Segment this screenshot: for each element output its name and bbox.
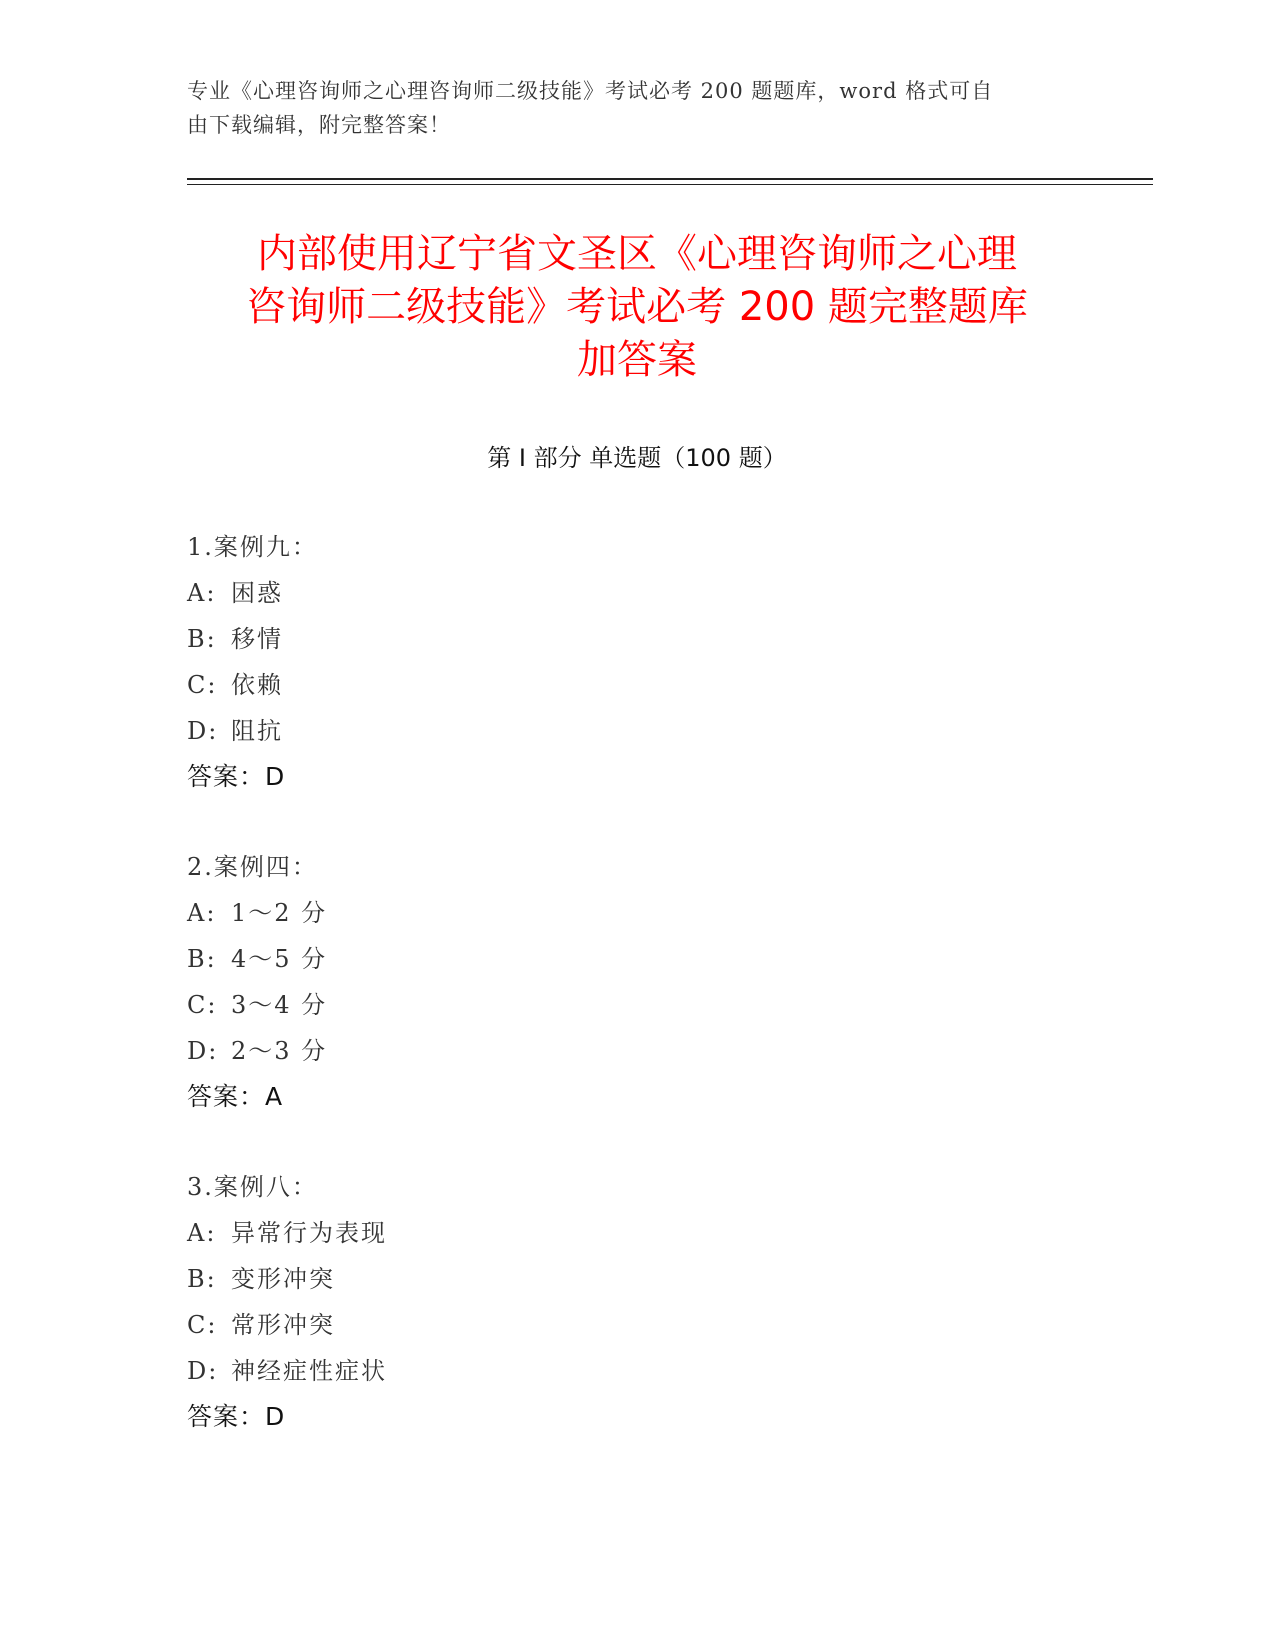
answer-line: 答案：D [187,762,286,791]
option-label: B: [187,945,217,973]
option-label: D: [187,1037,219,1065]
question-stem: 3.案例八： [187,1173,318,1201]
option-text: 依赖 [231,671,283,699]
question-stem: 2.案例四： [187,853,318,881]
option-text: 阻抗 [231,717,283,745]
option-text: 4～5 分 [231,945,328,973]
option-c [187,1305,1087,1351]
option-text: 异常行为表现 [231,1219,387,1247]
title-line-2: 咨询师二级技能》考试必考 200 题完整题库 [246,284,1028,330]
option-a [187,893,1087,939]
option-d [187,1351,1087,1397]
option-label: B: [187,625,217,653]
option-label: B: [187,1265,217,1293]
title-line-3: 加答案 [577,337,697,383]
question-2 [187,847,1087,1123]
option-b [187,939,1087,985]
option-d [187,1031,1087,1077]
option-text: 2～3 分 [231,1037,328,1065]
option-text: 神经症性症状 [231,1357,387,1385]
header-divider-thick [187,178,1153,180]
question-stem: 1.案例九： [187,533,318,561]
header-note-line-1: 专业《心理咨询师之心理咨询师二级技能》考试必考 200 题题库，word 格式可自 [187,79,994,103]
option-text: 3～4 分 [231,991,328,1019]
option-label: D: [187,1357,219,1385]
answer-line: 答案：D [187,1402,286,1431]
header-note-line-2: 由下载编辑，附完整答案！ [187,113,451,137]
option-a [187,1213,1087,1259]
header-note [187,74,1067,142]
option-label: D: [187,717,219,745]
option-text: 移情 [231,625,283,653]
header-divider-thin [187,184,1153,185]
option-b [187,619,1087,665]
option-label: C: [187,991,218,1019]
option-text: 常形冲突 [231,1311,335,1339]
question-1 [187,527,1087,803]
option-d [187,711,1087,757]
document-title [187,228,1087,387]
option-text: 困惑 [231,579,283,607]
option-label: A: [187,899,217,927]
option-a [187,573,1087,619]
option-label: A: [187,579,217,607]
option-c [187,985,1087,1031]
option-text: 1～2 分 [231,899,328,927]
option-label: C: [187,1311,218,1339]
option-b [187,1259,1087,1305]
option-text: 变形冲突 [231,1265,335,1293]
option-c [187,665,1087,711]
question-list [187,527,1087,1487]
option-label: A: [187,1219,217,1247]
answer-line: 答案：A [187,1082,284,1111]
option-label: C: [187,671,218,699]
title-line-1: 内部使用辽宁省文圣区《心理咨询师之心理 [257,231,1017,277]
section-heading: 第 I 部分 单选题（100 题） [487,444,787,472]
question-3 [187,1167,1087,1443]
